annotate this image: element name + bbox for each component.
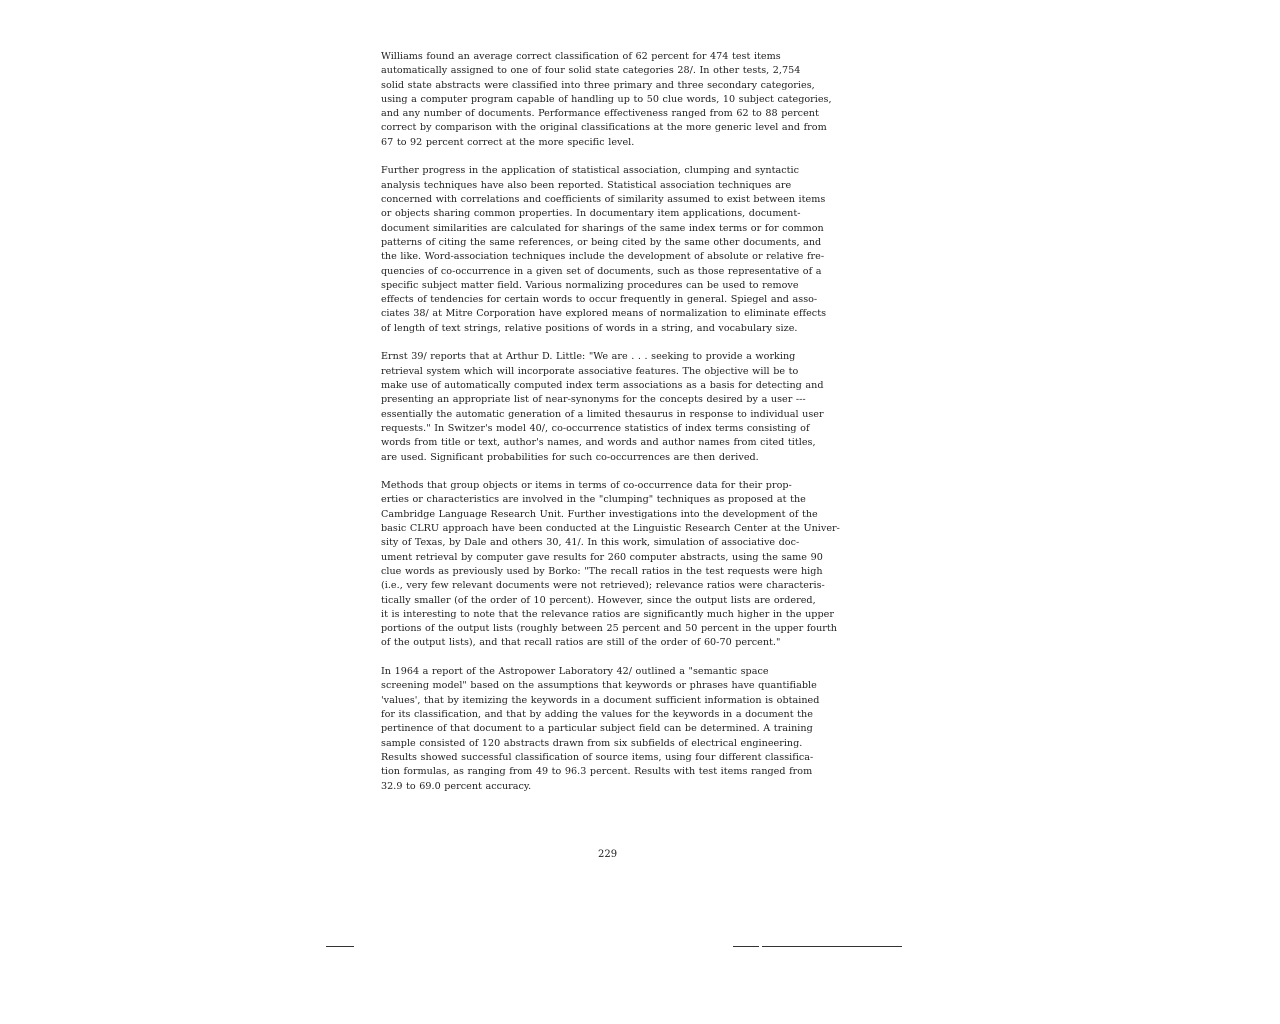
text-line: requests." In Switzer's model 40/, co-occurrence statistics of index terms consisting of bbox=[381, 422, 810, 434]
text-line: essentially the automatic generation of a limited thesaurus in response to individual user bbox=[381, 408, 824, 420]
text-line: document similarities are calculated for sharings of the same index terms or for common bbox=[381, 222, 824, 234]
text-line: portions of the output lists (roughly between 25 percent and 50 percent in the upper fourth bbox=[381, 623, 837, 635]
text-line: Cambridge Language Research Unit. Further investigations into the development of the bbox=[381, 508, 818, 520]
text-line: Williams found an average correct classification of 62 percent for 474 test items bbox=[381, 51, 781, 62]
text-line: presenting an appropriate list of near-synonyms for the concepts desired by a user --- bbox=[381, 394, 806, 406]
text-line: analysis techniques have also been reported. Statistical association techniques are bbox=[381, 179, 792, 191]
text-line: effects of tendencies for certain words to occur frequently in general. Spiegel and asso- bbox=[381, 294, 818, 306]
text-line: pertinence of that document to a particular subject field can be determined. A training bbox=[381, 723, 813, 735]
page-number: 229 bbox=[598, 849, 618, 860]
paragraph-williams-classification bbox=[355, 50, 863, 150]
text-line: for its classification, and that by adding the values for the keywords in a document the bbox=[381, 709, 813, 721]
footer-rule-left bbox=[326, 946, 354, 947]
text-line: concerned with correlations and coefficients of similarity assumed to exist between items bbox=[381, 194, 826, 206]
text-line: Results showed successful classification of source items, using four different classifica- bbox=[381, 751, 814, 763]
text-line: tion formulas, as ranging from 49 to 96.3 percent. Results with test items ranged from bbox=[381, 766, 813, 778]
text-line: In 1964 a report of the Astropower Laboratory 42/ outlined a "semantic space bbox=[381, 666, 769, 678]
text-line: automatically assigned to one of four solid state categories 28/. In other tests, 2,754 bbox=[381, 65, 801, 77]
text-line: 'values', that by itemizing the keywords in a document sufficient information is obtained bbox=[381, 694, 820, 706]
text-line: basic CLRU approach have been conducted at the Linguistic Research Center at the Univer- bbox=[381, 523, 840, 535]
paragraph-clumping-methods bbox=[355, 479, 863, 651]
text-line: Methods that group objects or items in terms of co-occurrence data for their prop- bbox=[381, 480, 792, 492]
text-line: tically smaller (of the order of 10 percent). However, since the output lists are ordered, bbox=[381, 594, 816, 606]
text-line: or objects sharing common properties. In documentary item applications, document- bbox=[381, 208, 801, 220]
text-line: using a computer program capable of handling up to 50 clue words, 10 subject categories, bbox=[381, 93, 832, 105]
footer-rule-right bbox=[762, 946, 902, 947]
text-line: Further progress in the application of statistical association, clumping and syntactic bbox=[381, 165, 799, 177]
text-line: ciates 38/ at Mitre Corporation have explored means of normalization to eliminate effects bbox=[381, 308, 827, 320]
text-line: 67 to 92 percent correct at the more specific level. bbox=[381, 136, 635, 148]
footer-rule-right-short bbox=[733, 946, 759, 947]
text-line: retrieval system which will incorporate associative features. The objective will be to bbox=[381, 365, 799, 377]
text-line: quencies of co-occurrence in a given set of documents, such as those representative of a bbox=[381, 265, 822, 277]
text-line: of length of text strings, relative positions of words in a string, and vocabulary size. bbox=[381, 322, 798, 334]
paragraph-astropower-report bbox=[355, 665, 863, 794]
document-page bbox=[355, 50, 863, 808]
text-line: correct by comparison with the original classifications at the more generic level and from bbox=[381, 122, 827, 134]
text-line: 32.9 to 69.0 percent accuracy. bbox=[381, 780, 532, 792]
text-line: are used. Significant probabilities for such co-occurrences are then derived. bbox=[381, 451, 759, 463]
text-line: solid state abstracts were classified into three primary and three secondary categories, bbox=[381, 79, 815, 91]
text-line: and any number of documents. Performance effectiveness ranged from 62 to 88 percent bbox=[381, 108, 819, 120]
text-line: screening model" based on the assumptions that keywords or phrases have quantifiable bbox=[381, 680, 817, 692]
text-line: (i.e., very few relevant documents were not retrieved); relevance ratios were characteris- bbox=[381, 580, 825, 592]
text-line: ument retrieval by computer gave results for 260 computer abstracts, using the same 90 bbox=[381, 551, 823, 563]
text-line: the like. Word-association techniques include the development of absolute or relative fre- bbox=[381, 251, 825, 263]
text-line: patterns of citing the same references, or being cited by the same other documents, and bbox=[381, 236, 822, 248]
text-line: Ernst 39/ reports that at Arthur D. Little: "We are . . . seeking to provide a working bbox=[381, 351, 796, 363]
paragraph-ernst-report bbox=[355, 350, 863, 464]
text-line: clue words as previously used by Borko: "The recall ratios in the test requests were high bbox=[381, 565, 823, 577]
text-line: words from title or text, author's names, and words and author names from cited titles, bbox=[381, 437, 816, 449]
paragraph-statistical-association bbox=[355, 164, 863, 336]
text-line: sample consisted of 120 abstracts drawn from six subfields of electrical engineering. bbox=[381, 737, 803, 749]
text-line: make use of automatically computed index term associations as a basis for detecting and bbox=[381, 380, 824, 392]
text-line: sity of Texas, by Dale and others 30, 41/. In this work, simulation of associative doc- bbox=[381, 537, 800, 549]
text-line: it is interesting to note that the relevance ratios are significantly much higher in the upper bbox=[381, 608, 834, 620]
text-line: specific subject matter field. Various normalizing procedures can be used to remove bbox=[381, 279, 799, 291]
text-line: of the output lists), and that recall ratios are still of the order of 60-70 percent." bbox=[381, 637, 781, 649]
text-line: erties or characteristics are involved in the "clumping" techniques as proposed at the bbox=[381, 494, 806, 506]
